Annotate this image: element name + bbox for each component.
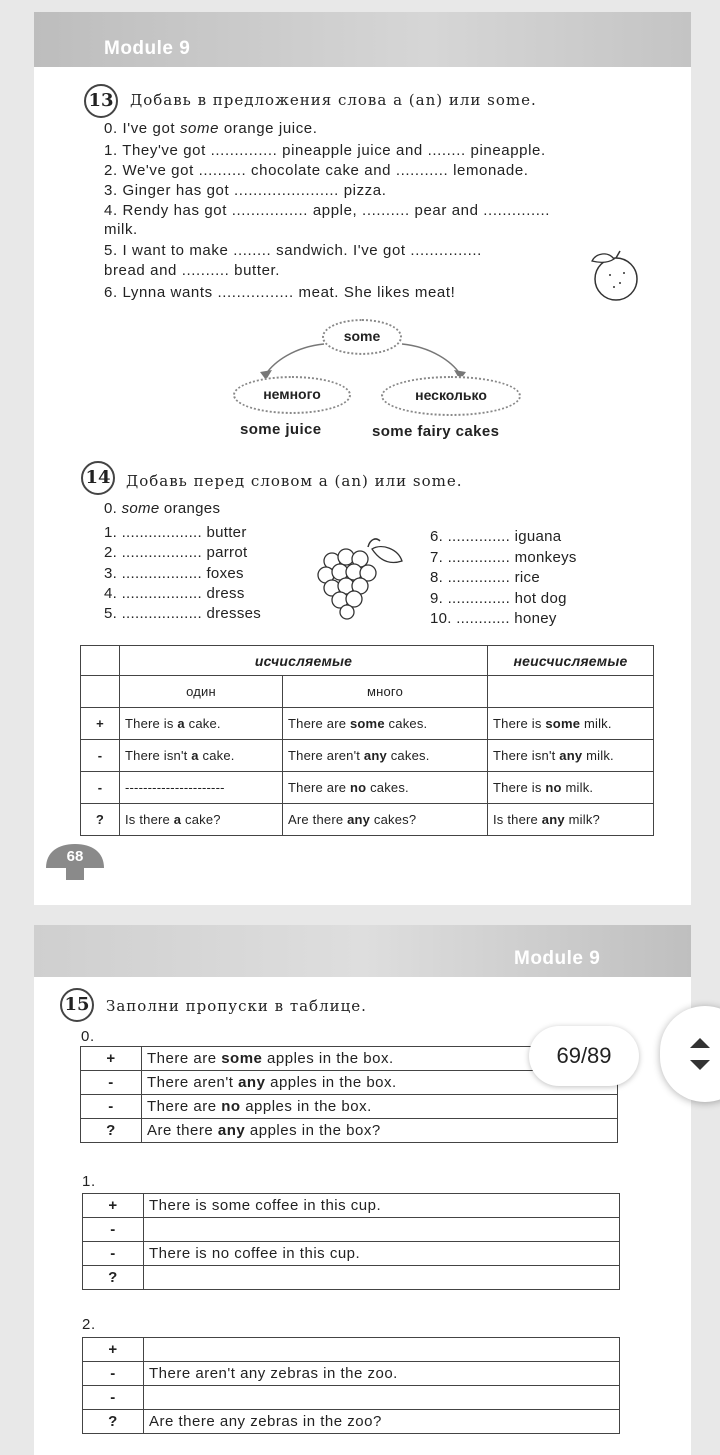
table-row	[83, 1386, 620, 1410]
header-uncountable-blank	[488, 676, 654, 708]
ex13-line-4-cont: milk.	[104, 221, 138, 238]
cell-one: There is a cake.	[120, 708, 283, 740]
exercise-number-13: 13	[84, 84, 118, 118]
ex14-item-8: 8. .............. rice	[430, 569, 540, 586]
ex13-line-3: 3. Ginger has got ...................... pizza.	[104, 182, 387, 199]
row-sentence: There is no coffee in this cup.	[144, 1242, 620, 1266]
cell-uncountable: There isn't any milk.	[488, 740, 654, 772]
exercise-15-table-2	[82, 1337, 620, 1434]
ex14-item-3: 3. .................. foxes	[104, 565, 244, 582]
header-uncountable: неисчисляемые	[488, 646, 654, 676]
table-row	[83, 1194, 620, 1218]
diagram-arrows	[34, 12, 691, 452]
row-symbol: -	[83, 1242, 144, 1266]
table-row	[83, 1218, 620, 1242]
ex13-line-1: 1. They've got .............. pineapple juice and ........ pineapple.	[104, 142, 546, 159]
ex13-line-5: 5. I want to make ........ sandwich. I've got ...............	[104, 242, 482, 259]
row-sentence: There are some apples in the box.	[142, 1047, 618, 1071]
module-title: Module 9	[104, 38, 191, 59]
textbook-page-68	[34, 12, 691, 905]
bubble-some: some	[322, 319, 402, 355]
row-symbol: -	[81, 772, 120, 804]
cell-uncountable: There is some milk.	[488, 708, 654, 740]
cell-many: There aren't any cakes.	[283, 740, 488, 772]
cell-uncountable: Is there any milk?	[488, 804, 654, 836]
cell-one: Is there a cake?	[120, 804, 283, 836]
ex14-item-1: 1. .................. butter	[104, 524, 247, 541]
row-symbol: -	[81, 1071, 142, 1095]
ex13-line-2: 2. We've got .......... chocolate cake and ........... lemonade.	[104, 162, 529, 179]
ex13-line-4: 4. Rendy has got ................ apple, .......... pear and ..............	[104, 202, 551, 219]
row-symbol: +	[83, 1338, 144, 1362]
row-symbol: -	[81, 1095, 142, 1119]
table-row	[81, 804, 654, 836]
row-sentence-blank[interactable]	[144, 1218, 620, 1242]
table-2-label: 2.	[82, 1316, 96, 1333]
ex13-line-0: 0. I've got some orange juice.	[104, 120, 318, 137]
bubble-neskolko: несколько	[381, 376, 521, 416]
row-symbol: -	[83, 1362, 144, 1386]
row-symbol: +	[81, 708, 120, 740]
row-symbol: ?	[81, 804, 120, 836]
ex14-item-7: 7. .............. monkeys	[430, 549, 577, 566]
table-row	[83, 1242, 620, 1266]
exercise-13-instruction: Добавь в предложения слова a (an) или some.	[130, 91, 537, 109]
scroll-up-down-icon	[688, 1034, 712, 1074]
table-row	[81, 740, 654, 772]
ex14-item-5: 5. .................. dresses	[104, 605, 262, 622]
row-sentence: There aren't any apples in the box.	[142, 1071, 618, 1095]
row-symbol: ?	[83, 1410, 144, 1434]
example-some-juice: some juice	[240, 421, 322, 438]
row-symbol: -	[83, 1386, 144, 1410]
module-title: Module 9	[514, 948, 601, 969]
table-row	[81, 1095, 618, 1119]
ex14-item-9: 9. .............. hot dog	[430, 590, 567, 607]
row-sentence-blank[interactable]	[144, 1266, 620, 1290]
grapes-illustration	[310, 535, 406, 621]
exercise-14-instruction: Добавь перед словом a (an) или some.	[126, 472, 463, 490]
cell-many: Are there any cakes?	[283, 804, 488, 836]
grammar-table-corner	[81, 646, 120, 676]
row-sentence: There are no apples in the box.	[142, 1095, 618, 1119]
row-symbol: -	[83, 1218, 144, 1242]
row-sentence: There aren't any zebras in the zoo.	[144, 1362, 620, 1386]
page-number: 68	[66, 848, 84, 865]
row-symbol: -	[81, 740, 120, 772]
table-row	[81, 708, 654, 740]
row-symbol: +	[83, 1194, 144, 1218]
table-1-label: 1.	[82, 1173, 96, 1190]
table-row	[83, 1266, 620, 1290]
bubble-nemnogo: немного	[233, 376, 351, 414]
row-sentence: Are there any apples in the box?	[142, 1119, 618, 1143]
cell-one: There isn't a cake.	[120, 740, 283, 772]
row-sentence-blank[interactable]	[144, 1386, 620, 1410]
page-counter: 69/89	[529, 1026, 639, 1086]
row-symbol: ?	[83, 1266, 144, 1290]
exercise-number-14: 14	[81, 461, 115, 495]
grammar-table-blank	[81, 676, 120, 708]
ex13-line-6: 6. Lynna wants ................ meat. She likes meat!	[104, 284, 456, 301]
exercise-number-15: 15	[60, 988, 94, 1022]
header-one: один	[120, 676, 283, 708]
example-some-fairy-cakes: some fairy cakes	[372, 423, 500, 440]
table-row	[83, 1362, 620, 1386]
page-number-badge	[44, 842, 106, 882]
textbook-page-69	[34, 925, 691, 1455]
row-sentence: Are there any zebras in the zoo?	[144, 1410, 620, 1434]
exercise-15-table-1	[82, 1193, 620, 1290]
row-symbol: ?	[81, 1119, 142, 1143]
cell-one: ----------------------	[120, 772, 283, 804]
ex14-example: 0. some oranges	[104, 500, 221, 517]
cell-many: There are no cakes.	[283, 772, 488, 804]
exercise-15-instruction: Заполни пропуски в таблице.	[106, 997, 367, 1015]
table-row	[81, 1119, 618, 1143]
header-countable: исчисляемые	[120, 646, 488, 676]
header-many: много	[283, 676, 488, 708]
ex14-item-4: 4. .................. dress	[104, 585, 245, 602]
table-row	[83, 1410, 620, 1434]
row-sentence-blank[interactable]	[144, 1338, 620, 1362]
cell-uncountable: There is no milk.	[488, 772, 654, 804]
ex14-item-10: 10. ............ honey	[430, 610, 557, 627]
table-row	[81, 772, 654, 804]
row-symbol: +	[81, 1047, 142, 1071]
ex14-item-6: 6. .............. iguana	[430, 528, 562, 545]
ex13-line-5-cont: bread and .......... butter.	[104, 262, 281, 279]
row-sentence: There is some coffee in this cup.	[144, 1194, 620, 1218]
ex14-item-2: 2. .................. parrot	[104, 544, 248, 561]
table-0-label: 0.	[81, 1028, 95, 1045]
grammar-table	[80, 645, 654, 836]
cell-many: There are some cakes.	[283, 708, 488, 740]
table-row	[83, 1338, 620, 1362]
